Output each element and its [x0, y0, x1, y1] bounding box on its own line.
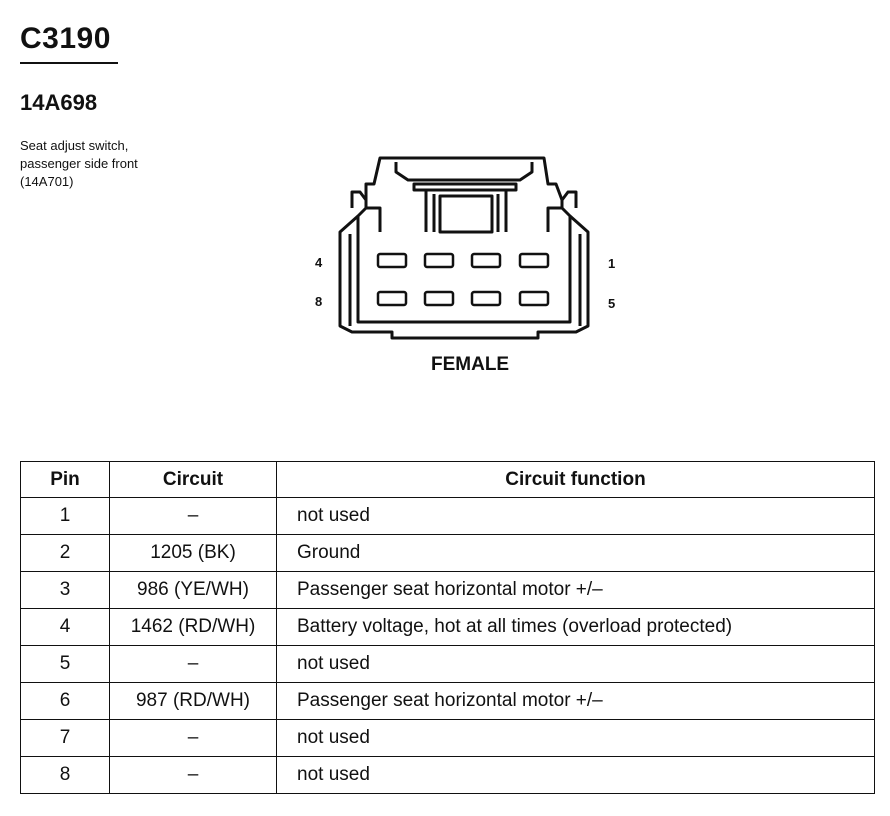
circuit-cell: 1462 (RD/WH) — [110, 609, 277, 646]
description-line: Seat adjust switch, — [20, 138, 129, 153]
table-row — [21, 683, 875, 720]
pin-cell: 3 — [21, 572, 110, 609]
connector-description — [20, 137, 220, 191]
table-row — [21, 572, 875, 609]
function-cell: Ground — [277, 535, 875, 572]
circuit-cell: – — [110, 720, 277, 757]
pin-cell: 2 — [21, 535, 110, 572]
function-cell: not used — [277, 498, 875, 535]
circuit-cell: 1205 (BK) — [110, 535, 277, 572]
table-row — [21, 535, 875, 572]
pin-cell: 8 — [21, 757, 110, 794]
pin-label-bottom-left: 8 — [315, 294, 323, 309]
connector-id-underline — [20, 62, 118, 64]
circuit-cell: 986 (YE/WH) — [110, 572, 277, 609]
table-header-row — [21, 462, 875, 498]
header-circuit: Circuit — [110, 462, 277, 498]
function-cell: Passenger seat horizontal motor +/– — [277, 683, 875, 720]
table-row — [21, 757, 875, 794]
header-function: Circuit function — [277, 462, 875, 498]
function-cell: not used — [277, 757, 875, 794]
pinout-table — [20, 461, 875, 794]
connector-id: C3190 — [20, 22, 111, 55]
description-line: passenger side front — [20, 156, 138, 171]
function-cell: not used — [277, 646, 875, 683]
pin-cell: 5 — [21, 646, 110, 683]
table-row — [21, 646, 875, 683]
function-cell: Passenger seat horizontal motor +/– — [277, 572, 875, 609]
pin-label-bottom-right: 5 — [608, 296, 616, 311]
description-line: (14A701) — [20, 174, 74, 189]
function-cell: not used — [277, 720, 875, 757]
pin-cell: 7 — [21, 720, 110, 757]
table-row — [21, 720, 875, 757]
circuit-cell: – — [110, 757, 277, 794]
function-cell: Battery voltage, hot at all times (overload protected) — [277, 609, 875, 646]
pin-label-top-right: 1 — [608, 256, 616, 271]
circuit-cell: – — [110, 646, 277, 683]
pin-cell: 6 — [21, 683, 110, 720]
circuit-cell: – — [110, 498, 277, 535]
pin-label-top-left: 4 — [315, 255, 323, 270]
pin-cell: 4 — [21, 609, 110, 646]
header-pin: Pin — [21, 462, 110, 498]
table-row — [21, 609, 875, 646]
circuit-cell: 987 (RD/WH) — [110, 683, 277, 720]
connector-gender-label: FEMALE — [431, 354, 510, 375]
pin-cell: 1 — [21, 498, 110, 535]
part-number: 14A698 — [20, 90, 98, 115]
connector-face-diagram — [330, 150, 600, 345]
table-row — [21, 498, 875, 535]
